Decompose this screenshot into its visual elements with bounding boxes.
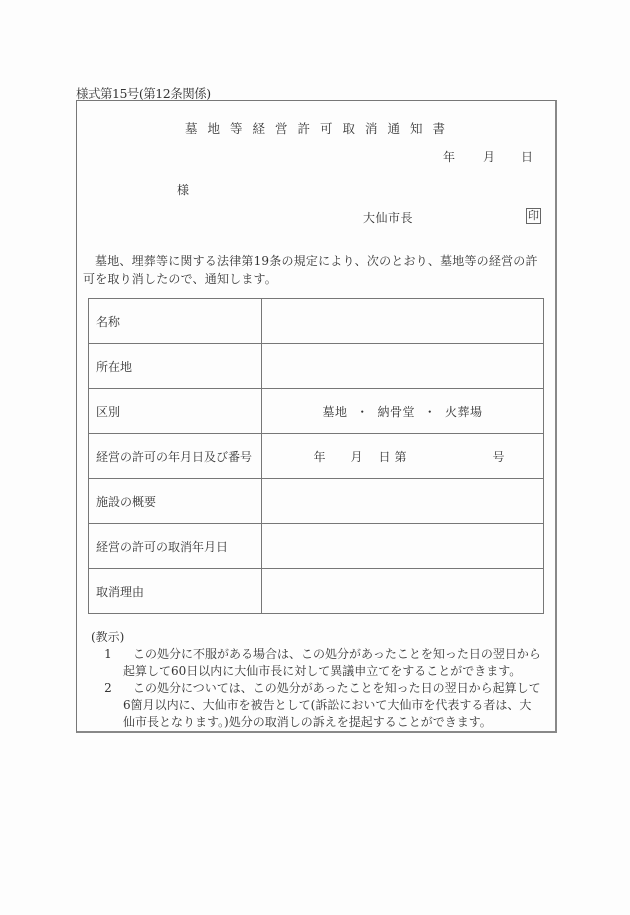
permit-go-label: 号	[492, 449, 505, 464]
notice-item	[91, 646, 551, 680]
addressee-suffix: 様	[177, 183, 190, 197]
info-table	[88, 298, 544, 614]
row-label-facility-overview: 施設の概要	[89, 479, 262, 524]
year-label: 年	[443, 150, 456, 164]
notice-item-number: 2	[104, 681, 112, 695]
form-number: 様式第15号(第12条関係)	[76, 86, 211, 101]
document-frame	[76, 100, 557, 733]
month-label: 月	[483, 150, 496, 164]
row-value-revocation-reason	[262, 569, 544, 614]
notice-item-text: この処分に不服がある場合は、この処分があったことを知った日の翌日から起算して60日以内に大仙市長に対して異議申立てをすることができます。	[123, 647, 541, 678]
table-row	[89, 434, 544, 479]
permit-day-label: 日	[378, 449, 391, 464]
notice-item-text: この処分については、この処分があったことを知った日の翌日から起算して6箇月以内に、大仙市を被告として(訴訟において大仙市を代表する者は、大仙市長となります。)処分の取消しの訴えを提起することができます。	[123, 681, 541, 729]
table-row	[89, 479, 544, 524]
table-row	[89, 389, 544, 434]
category-option-ossuary: 納骨堂	[377, 404, 415, 419]
seal-mark: 印	[528, 209, 539, 222]
notice-section	[91, 629, 551, 731]
row-label-location: 所在地	[89, 344, 262, 389]
table-row	[89, 344, 544, 389]
category-option-cemetery: 墓地	[322, 404, 348, 419]
document-title: 墓地等経営許可取消通知書	[184, 121, 455, 136]
permit-year-label: 年	[313, 449, 326, 464]
row-value-revocation-date	[262, 524, 544, 569]
permit-month-label: 月	[350, 449, 363, 464]
notice-item	[91, 680, 551, 731]
row-label-revocation-date: 経営の許可の取消年月日	[89, 524, 262, 569]
day-label: 日	[521, 150, 534, 164]
row-value-location	[262, 344, 544, 389]
separator: ・	[356, 404, 369, 419]
separator: ・	[423, 404, 437, 419]
date-line	[443, 148, 533, 165]
body-text: 墓地、埋葬等に関する法律第19条の規定により、次のとおり、墓地等の経営の許可を取り消したので、通知します。	[83, 254, 538, 286]
table-row	[89, 524, 544, 569]
row-label-name: 名称	[89, 299, 262, 344]
row-value-name	[262, 299, 544, 344]
row-label-permit-date-number: 経営の許可の年月日及び番号	[89, 434, 262, 479]
row-value-category	[262, 389, 544, 434]
notice-item-number: 1	[104, 647, 112, 661]
table-row	[89, 569, 544, 614]
table-row	[89, 299, 544, 344]
notice-heading: (教示)	[91, 630, 125, 644]
permit-dai-label: 第	[394, 449, 407, 464]
row-value-permit-date-number	[262, 434, 544, 479]
issuer-name: 大仙市長	[363, 211, 414, 225]
row-label-revocation-reason: 取消理由	[89, 569, 262, 614]
category-option-crematorium: 火葬場	[445, 404, 483, 419]
row-value-facility-overview	[262, 479, 544, 524]
row-label-category: 区別	[89, 389, 262, 434]
